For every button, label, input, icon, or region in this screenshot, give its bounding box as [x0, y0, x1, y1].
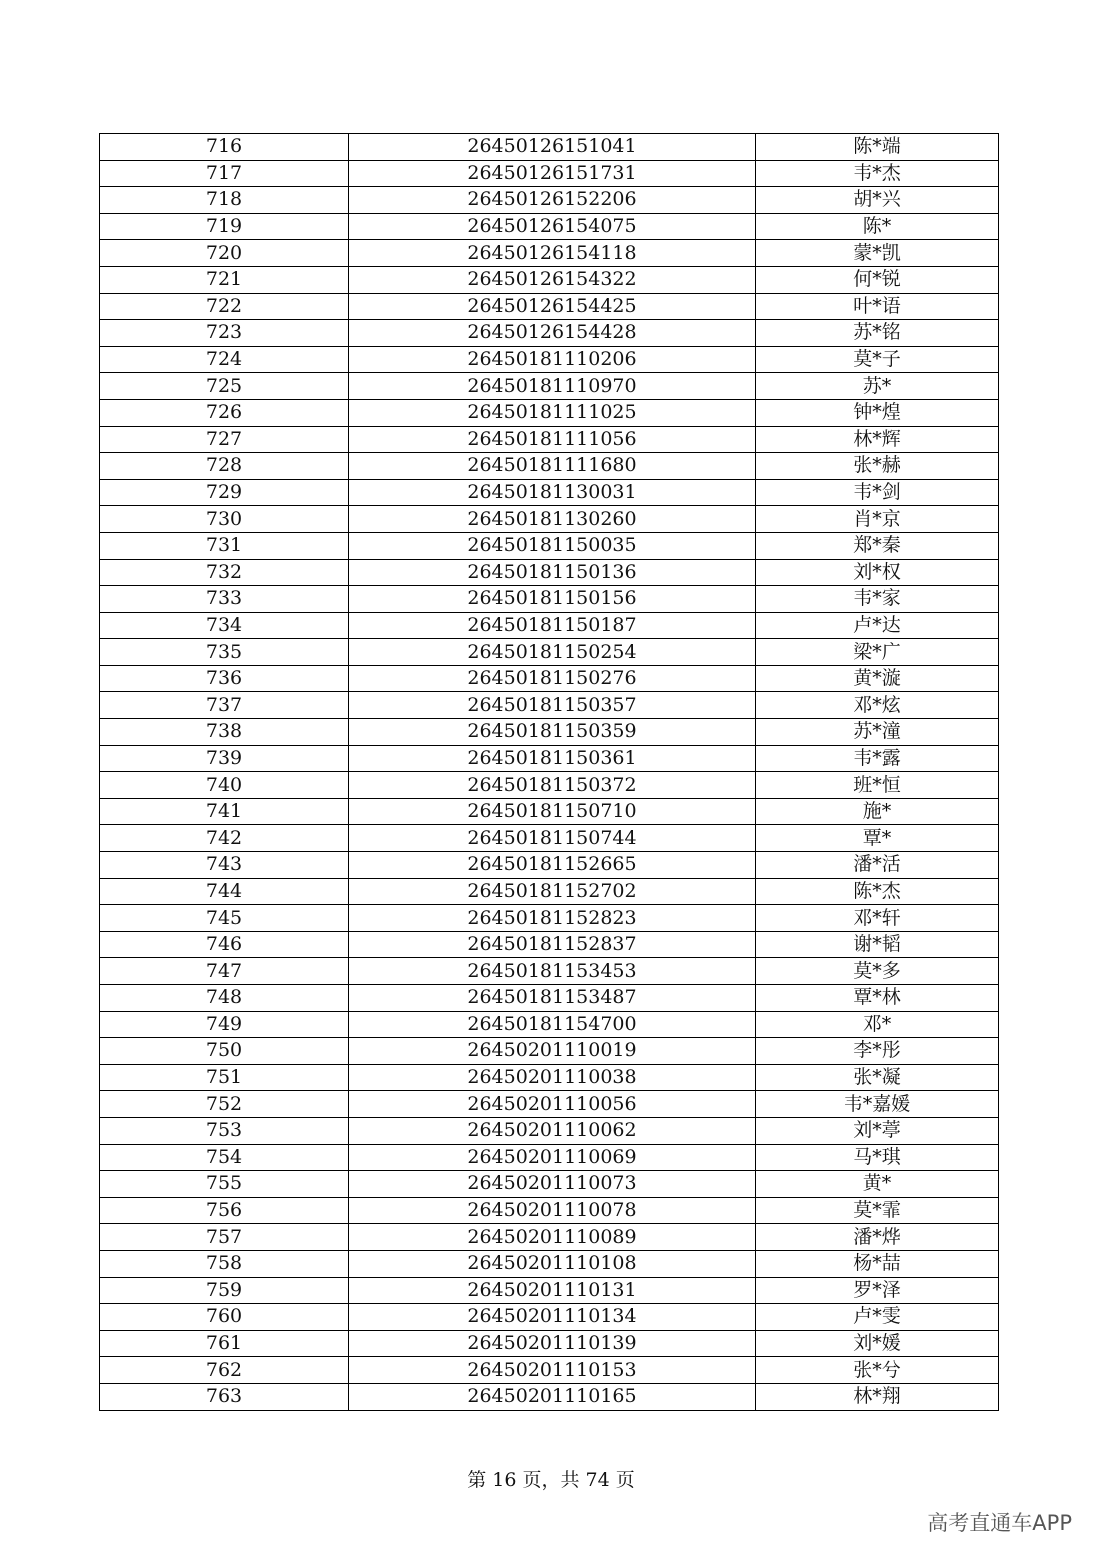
- table-row: [100, 453, 999, 480]
- exam-number: 26450181152665: [349, 852, 756, 879]
- student-name: 韦*露: [756, 745, 999, 772]
- row-index: 733: [100, 586, 349, 613]
- row-index: 745: [100, 905, 349, 932]
- row-index: 753: [100, 1117, 349, 1144]
- student-name: 莫*多: [756, 958, 999, 985]
- student-name: 韦*剑: [756, 479, 999, 506]
- row-index: 716: [100, 134, 349, 161]
- table-row: [100, 1171, 999, 1198]
- student-name: 杨*喆: [756, 1250, 999, 1277]
- row-index: 763: [100, 1383, 349, 1410]
- row-index: 721: [100, 266, 349, 293]
- table-row: [100, 373, 999, 400]
- exam-number: 26450181150357: [349, 692, 756, 719]
- table-row: [100, 745, 999, 772]
- row-index: 726: [100, 399, 349, 426]
- row-index: 762: [100, 1357, 349, 1384]
- student-name: 覃*林: [756, 985, 999, 1012]
- exam-number: 26450201110131: [349, 1277, 756, 1304]
- table-row: [100, 931, 999, 958]
- row-index: 740: [100, 772, 349, 799]
- row-index: 748: [100, 985, 349, 1012]
- exam-number: 26450181153453: [349, 958, 756, 985]
- table-row: [100, 293, 999, 320]
- student-name: 韦*家: [756, 586, 999, 613]
- student-name: 张*兮: [756, 1357, 999, 1384]
- table-row: [100, 240, 999, 267]
- exam-number: 26450126154075: [349, 213, 756, 240]
- exam-number: 26450181111680: [349, 453, 756, 480]
- table-row: [100, 852, 999, 879]
- student-name: 郑*秦: [756, 532, 999, 559]
- exam-number: 26450201110019: [349, 1038, 756, 1065]
- table-row: [100, 187, 999, 214]
- student-name: 肖*京: [756, 506, 999, 533]
- table-row: [100, 399, 999, 426]
- row-index: 732: [100, 559, 349, 586]
- exam-number: 26450201110153: [349, 1357, 756, 1384]
- exam-number: 26450181110970: [349, 373, 756, 400]
- table-row: [100, 266, 999, 293]
- exam-number: 26450181150254: [349, 639, 756, 666]
- row-index: 760: [100, 1304, 349, 1331]
- table-row: [100, 1357, 999, 1384]
- row-index: 731: [100, 532, 349, 559]
- row-index: 754: [100, 1144, 349, 1171]
- exam-number: 26450126152206: [349, 187, 756, 214]
- exam-number: 26450201110078: [349, 1197, 756, 1224]
- student-name: 韦*嘉媛: [756, 1091, 999, 1118]
- student-name: 何*锐: [756, 266, 999, 293]
- exam-number: 26450181154700: [349, 1011, 756, 1038]
- exam-number: 26450126151041: [349, 134, 756, 161]
- table-row: [100, 134, 999, 161]
- row-index: 758: [100, 1250, 349, 1277]
- exam-number: 26450201110165: [349, 1383, 756, 1410]
- row-index: 759: [100, 1277, 349, 1304]
- exam-number: 26450201110089: [349, 1224, 756, 1251]
- table-row: [100, 958, 999, 985]
- table-row: [100, 1144, 999, 1171]
- row-index: 730: [100, 506, 349, 533]
- table-row: [100, 798, 999, 825]
- row-index: 739: [100, 745, 349, 772]
- exam-number: 26450181150136: [349, 559, 756, 586]
- table-row: [100, 1011, 999, 1038]
- student-name: 刘*葶: [756, 1117, 999, 1144]
- table-row: [100, 559, 999, 586]
- exam-number: 26450181152823: [349, 905, 756, 932]
- student-name: 谢*韬: [756, 931, 999, 958]
- student-name: 潘*烨: [756, 1224, 999, 1251]
- row-index: 736: [100, 665, 349, 692]
- student-name: 黄*漩: [756, 665, 999, 692]
- student-name: 叶*语: [756, 293, 999, 320]
- exam-number: 26450201110056: [349, 1091, 756, 1118]
- table-row: [100, 1224, 999, 1251]
- row-index: 725: [100, 373, 349, 400]
- table-row: [100, 532, 999, 559]
- exam-number: 26450181111025: [349, 399, 756, 426]
- exam-number: 26450201110073: [349, 1171, 756, 1198]
- row-index: 717: [100, 160, 349, 187]
- app-watermark: 高考直通车APP: [927, 1511, 1072, 1535]
- student-name: 苏*: [756, 373, 999, 400]
- row-index: 723: [100, 320, 349, 347]
- exam-number: 26450201110038: [349, 1064, 756, 1091]
- student-name: 陈*: [756, 213, 999, 240]
- table-row: [100, 479, 999, 506]
- table-row: [100, 213, 999, 240]
- table-row: [100, 692, 999, 719]
- student-name: 覃*: [756, 825, 999, 852]
- row-index: 747: [100, 958, 349, 985]
- exam-number: 26450201110108: [349, 1250, 756, 1277]
- table-row: [100, 586, 999, 613]
- student-name: 苏*铭: [756, 320, 999, 347]
- table-row: [100, 719, 999, 746]
- student-name: 张*赫: [756, 453, 999, 480]
- table-row: [100, 639, 999, 666]
- exam-number: 26450181153487: [349, 985, 756, 1012]
- row-index: 729: [100, 479, 349, 506]
- row-index: 761: [100, 1330, 349, 1357]
- student-name: 胡*兴: [756, 187, 999, 214]
- student-name: 莫*子: [756, 346, 999, 373]
- exam-number: 26450126154118: [349, 240, 756, 267]
- row-index: 756: [100, 1197, 349, 1224]
- table-row: [100, 1117, 999, 1144]
- student-name: 钟*煌: [756, 399, 999, 426]
- table-row: [100, 1277, 999, 1304]
- exam-number: 26450181152702: [349, 878, 756, 905]
- exam-number: 26450181150372: [349, 772, 756, 799]
- student-name: 卢*雯: [756, 1304, 999, 1331]
- page-footer: 第 16 页，共 74 页: [467, 1469, 635, 1491]
- row-index: 743: [100, 852, 349, 879]
- row-index: 734: [100, 612, 349, 639]
- table-row: [100, 665, 999, 692]
- row-index: 738: [100, 719, 349, 746]
- exam-number: 26450181150035: [349, 532, 756, 559]
- row-index: 744: [100, 878, 349, 905]
- table-row: [100, 1304, 999, 1331]
- student-name: 刘*权: [756, 559, 999, 586]
- student-name: 卢*达: [756, 612, 999, 639]
- student-name: 邓*炫: [756, 692, 999, 719]
- table-row: [100, 878, 999, 905]
- student-name: 陈*杰: [756, 878, 999, 905]
- student-name: 施*: [756, 798, 999, 825]
- table-row: [100, 772, 999, 799]
- exam-number: 26450126154425: [349, 293, 756, 320]
- exam-number: 26450181150744: [349, 825, 756, 852]
- table-row: [100, 426, 999, 453]
- exam-number: 26450181111056: [349, 426, 756, 453]
- row-index: 741: [100, 798, 349, 825]
- row-index: 755: [100, 1171, 349, 1198]
- exam-number: 26450181150187: [349, 612, 756, 639]
- student-name: 林*翔: [756, 1383, 999, 1410]
- student-name: 张*凝: [756, 1064, 999, 1091]
- student-name: 陈*端: [756, 134, 999, 161]
- table-row: [100, 825, 999, 852]
- table-row: [100, 1197, 999, 1224]
- exam-number: 26450181152837: [349, 931, 756, 958]
- table-row: [100, 612, 999, 639]
- student-name: 邓*轩: [756, 905, 999, 932]
- exam-number: 26450181110206: [349, 346, 756, 373]
- table-row: [100, 905, 999, 932]
- student-list-table: [99, 133, 999, 1411]
- exam-number: 26450126154322: [349, 266, 756, 293]
- exam-number: 26450181130031: [349, 479, 756, 506]
- exam-number: 26450181150276: [349, 665, 756, 692]
- exam-number: 26450181150156: [349, 586, 756, 613]
- row-index: 757: [100, 1224, 349, 1251]
- row-index: 750: [100, 1038, 349, 1065]
- row-index: 724: [100, 346, 349, 373]
- table-row: [100, 320, 999, 347]
- row-index: 746: [100, 931, 349, 958]
- exam-number: 26450201110139: [349, 1330, 756, 1357]
- exam-number: 26450181150710: [349, 798, 756, 825]
- row-index: 737: [100, 692, 349, 719]
- student-name: 李*彤: [756, 1038, 999, 1065]
- row-index: 749: [100, 1011, 349, 1038]
- row-index: 727: [100, 426, 349, 453]
- student-name: 罗*泽: [756, 1277, 999, 1304]
- table-row: [100, 1064, 999, 1091]
- table-row: [100, 1038, 999, 1065]
- student-name: 梁*广: [756, 639, 999, 666]
- row-index: 718: [100, 187, 349, 214]
- row-index: 735: [100, 639, 349, 666]
- table-body: [100, 134, 999, 1411]
- table-row: [100, 985, 999, 1012]
- student-name: 韦*杰: [756, 160, 999, 187]
- exam-number: 26450126154428: [349, 320, 756, 347]
- table-row: [100, 1330, 999, 1357]
- student-name: 邓*: [756, 1011, 999, 1038]
- student-name: 林*辉: [756, 426, 999, 453]
- row-index: 722: [100, 293, 349, 320]
- table-row: [100, 1383, 999, 1410]
- exam-number: 26450201110069: [349, 1144, 756, 1171]
- exam-number: 26450181130260: [349, 506, 756, 533]
- row-index: 728: [100, 453, 349, 480]
- exam-number: 26450201110062: [349, 1117, 756, 1144]
- student-name: 蒙*凯: [756, 240, 999, 267]
- row-index: 752: [100, 1091, 349, 1118]
- student-name: 班*恒: [756, 772, 999, 799]
- table-row: [100, 1250, 999, 1277]
- exam-number: 26450201110134: [349, 1304, 756, 1331]
- student-name: 苏*潼: [756, 719, 999, 746]
- row-index: 751: [100, 1064, 349, 1091]
- table-row: [100, 346, 999, 373]
- table-row: [100, 1091, 999, 1118]
- student-name: 莫*霏: [756, 1197, 999, 1224]
- exam-number: 26450181150361: [349, 745, 756, 772]
- student-name: 黄*: [756, 1171, 999, 1198]
- student-name: 马*琪: [756, 1144, 999, 1171]
- exam-number: 26450181150359: [349, 719, 756, 746]
- row-index: 720: [100, 240, 349, 267]
- student-name: 刘*媛: [756, 1330, 999, 1357]
- table-row: [100, 506, 999, 533]
- exam-number: 26450126151731: [349, 160, 756, 187]
- student-name: 潘*活: [756, 852, 999, 879]
- row-index: 719: [100, 213, 349, 240]
- table-row: [100, 160, 999, 187]
- row-index: 742: [100, 825, 349, 852]
